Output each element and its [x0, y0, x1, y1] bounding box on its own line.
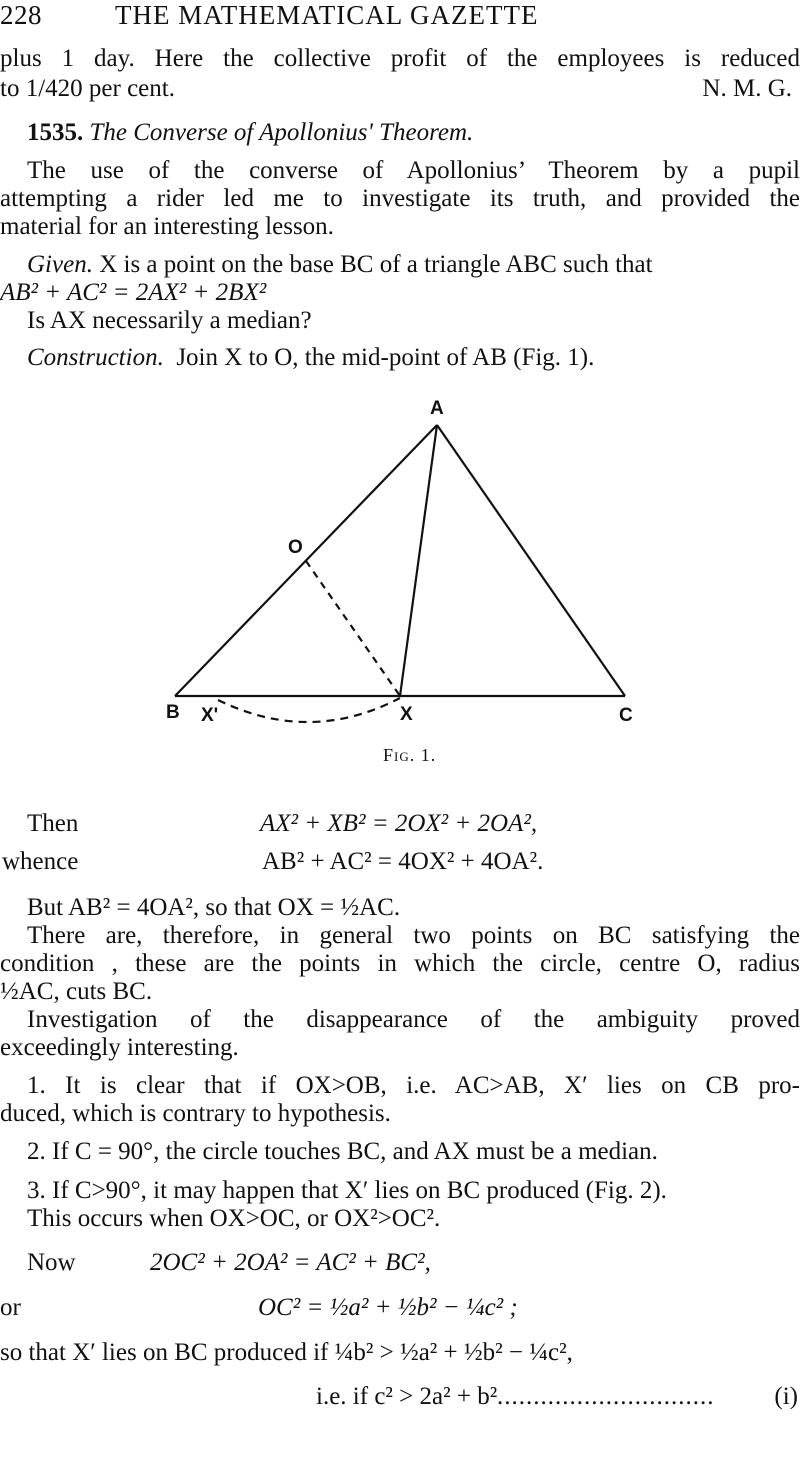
label-b: B [166, 702, 180, 723]
now-equation: 2OC² + 2OA² = AC² + BC², [150, 1249, 431, 1276]
label-x: X [400, 704, 413, 725]
page-number: 228 [0, 0, 42, 30]
case-3-line: This occurs when OX>OC, or OX²>OC². [27, 1205, 441, 1232]
figure-caption: Fig. 1. [383, 745, 437, 765]
construction-text: Join X to O, the mid-point of AB (Fig. 1). [176, 344, 595, 371]
then-label: Then [27, 810, 79, 837]
dot-leader: .............................. [497, 1383, 715, 1410]
prev-note-signature: N. M. G. [702, 75, 792, 102]
whence-equation: AB² + AC² = 4OX² + 4OA². [262, 848, 544, 875]
arc-xprime-x-dashed [218, 698, 400, 722]
side-ab [175, 425, 437, 696]
given-equation: AB² + AC² = 2AX² + 2BX² [0, 279, 267, 306]
so-that-line: so that X′ lies on BC produced if ¼b² > ½a² + ½b² − ¼c², [0, 1339, 573, 1366]
question: Is AX necessarily a median? [27, 307, 312, 334]
investigation-line: exceedingly interesting. [0, 1034, 239, 1061]
side-ac [437, 425, 625, 696]
label-a: A [430, 398, 444, 419]
equation-number: (i) [774, 1383, 798, 1410]
note-number: 1535. [27, 119, 84, 146]
case-2-line: 2. If C = 90°, the circle touches BC, and AX must be a median. [27, 1138, 658, 1165]
construction-label: Construction. [27, 344, 164, 371]
then-equation: AX² + XB² = 2OX² + 2OA², [260, 810, 538, 837]
segment-ax [400, 425, 437, 696]
case-1-line: 1. It is clear that if OX>OB, i.e. AC>AB, X′ lies on CB pro- [27, 1072, 800, 1099]
given-label: Given. [27, 251, 93, 278]
prev-note-line: plus 1 day. Here the collective profit of the employees is reduced [0, 45, 800, 72]
case-1-line: duced, which is contrary to hypothesis. [0, 1100, 391, 1127]
segment-ox-dashed [306, 561, 400, 696]
label-x-prime: X' [201, 705, 219, 726]
ie-equation: i.e. if c² > 2a² + b² [316, 1383, 498, 1410]
investigation-line: Investigation of the disappearance of the ambiguity proved [27, 1006, 800, 1033]
journal-title: THE MATHEMATICAL GAZETTE [115, 0, 539, 30]
there-line: ½AC, cuts BC. [0, 978, 153, 1005]
label-o: O [288, 537, 303, 558]
there-line: There are, therefore, in general two points on BC satisfying the [27, 922, 800, 949]
intro-line: The use of the converse of Apollonius’ Theorem by a pupil [27, 157, 800, 184]
or-label: or [0, 1294, 21, 1321]
prev-note-line: to 1/420 per cent. [0, 75, 175, 102]
given-text: X is a point on the base BC of a triangle ABC such that [99, 251, 653, 278]
but-line: But AB² = 4OA², so that OX = ½AC. [27, 894, 401, 921]
whence-label: whence [2, 848, 79, 875]
intro-line: material for an interesting lesson. [0, 213, 334, 240]
now-label: Now [27, 1249, 76, 1276]
intro-line: attempting a rider led me to investigate its truth, and provided the [0, 185, 800, 212]
or-equation: OC² = ½a² + ½b² − ¼c² ; [258, 1294, 518, 1321]
note-title: The Converse of Apollonius' Theorem. [89, 119, 474, 146]
case-3-line: 3. If C>90°, it may happen that X′ lies on BC produced (Fig. 2). [27, 1177, 667, 1204]
there-line: condition , these are the points in which the circle, centre O, radius [0, 950, 800, 977]
label-c: C [619, 705, 633, 726]
